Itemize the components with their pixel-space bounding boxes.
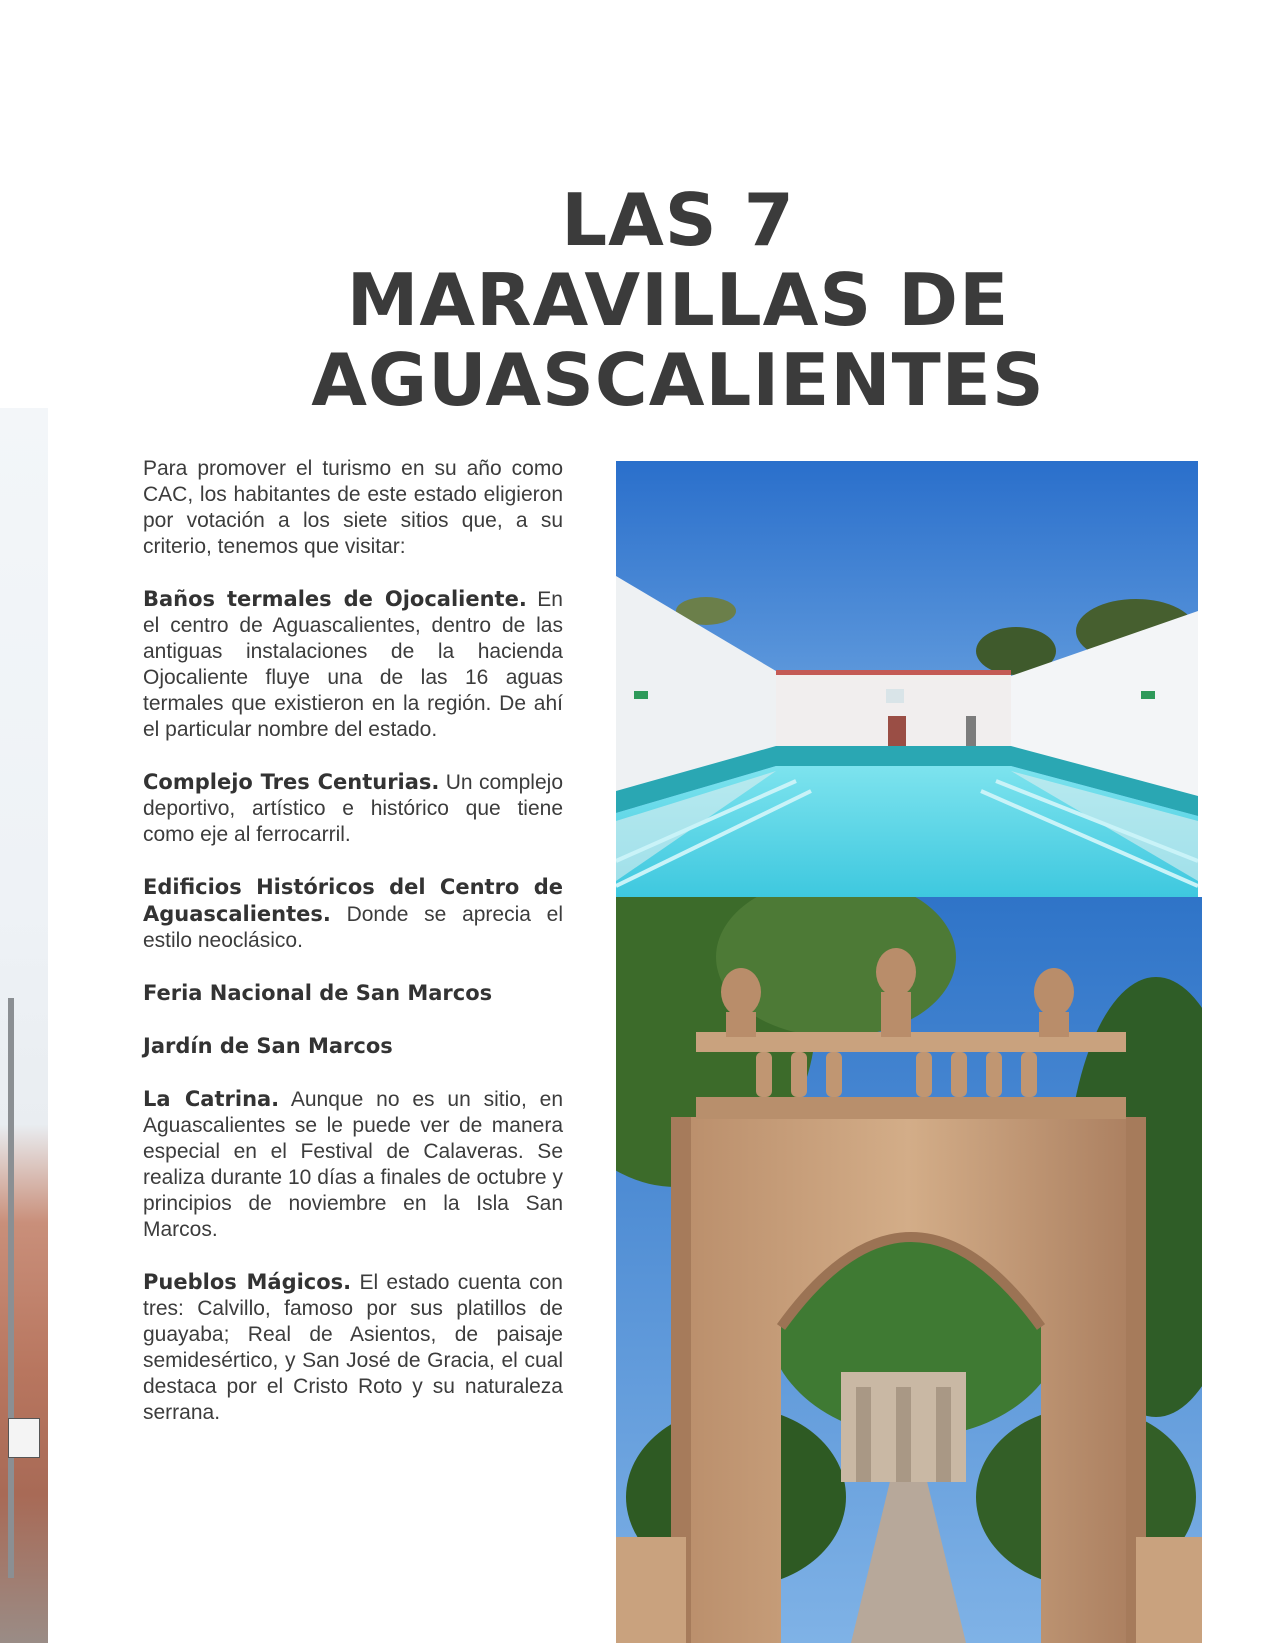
item-heading: Complejo Tres Centurias. [143, 770, 440, 794]
left-edge-photo [0, 408, 48, 1643]
title-line-2: MARAVILLAS DE [346, 258, 1010, 342]
item-text: En el centro de Aguascalientes, dentro de las antiguas instalaciones de la hacienda Ojocaliente fluye una de las 16 aguas termales que existieron en la región. De ahí el particular nombre del estado. [143, 588, 563, 741]
page-title [180, 180, 1176, 420]
item-heading: Pueblos Mágicos. [143, 1270, 352, 1294]
item-text: Un complejo deportivo, artístico e histórico que tiene como eje al ferrocarril. [143, 771, 563, 846]
item-text: Donde se aprecia el estilo neoclásico. [143, 903, 563, 952]
pole [8, 998, 14, 1578]
item-paragraph [143, 980, 563, 1007]
item-paragraph [143, 874, 563, 954]
item-text: El estado cuenta con tres: Calvillo, famoso por sus platillos de guayaba; Real de Asientos, de paisaje semidesértico, y San José de Gracia, el cual destaca por el Cristo Roto y su naturaleza serrana. [143, 1271, 563, 1424]
item-paragraph [143, 1269, 563, 1426]
street-sign [8, 1418, 40, 1458]
item-paragraph [143, 586, 563, 743]
item-paragraph [143, 769, 563, 848]
item-heading: Baños termales de Ojocaliente. [143, 587, 527, 611]
item-heading: Feria Nacional de San Marcos [143, 981, 493, 1005]
thermal-pool-photo [616, 461, 1198, 897]
article-body [143, 456, 563, 1452]
item-heading: Jardín de San Marcos [143, 1034, 393, 1058]
title-line-3: AGUASCALIENTES [311, 338, 1045, 422]
arch-illustration [616, 897, 1202, 1643]
item-paragraph [143, 1033, 563, 1060]
item-heading: La Catrina. [143, 1087, 280, 1111]
item-heading: Edificios Históricos del Centro de Aguascalientes. [143, 875, 563, 926]
stone-arch-photo [616, 897, 1202, 1643]
item-paragraph [143, 1086, 563, 1243]
item-text: Aunque no es un sitio, en Aguascalientes se le puede ver de manera especial en el Festival de Calaveras. Se realiza durante 10 días a finales de octubre y principios de noviembre en la Isla San Marcos. [143, 1088, 564, 1241]
intro-paragraph: Para promover el turismo en su año como CAC, los habitantes de este estado eligieron por votación a los siete sitios que, a su criterio, tenemos que visitar: [143, 457, 563, 558]
title-line-1: LAS 7 [561, 178, 795, 262]
pool-illustration [616, 461, 1198, 897]
